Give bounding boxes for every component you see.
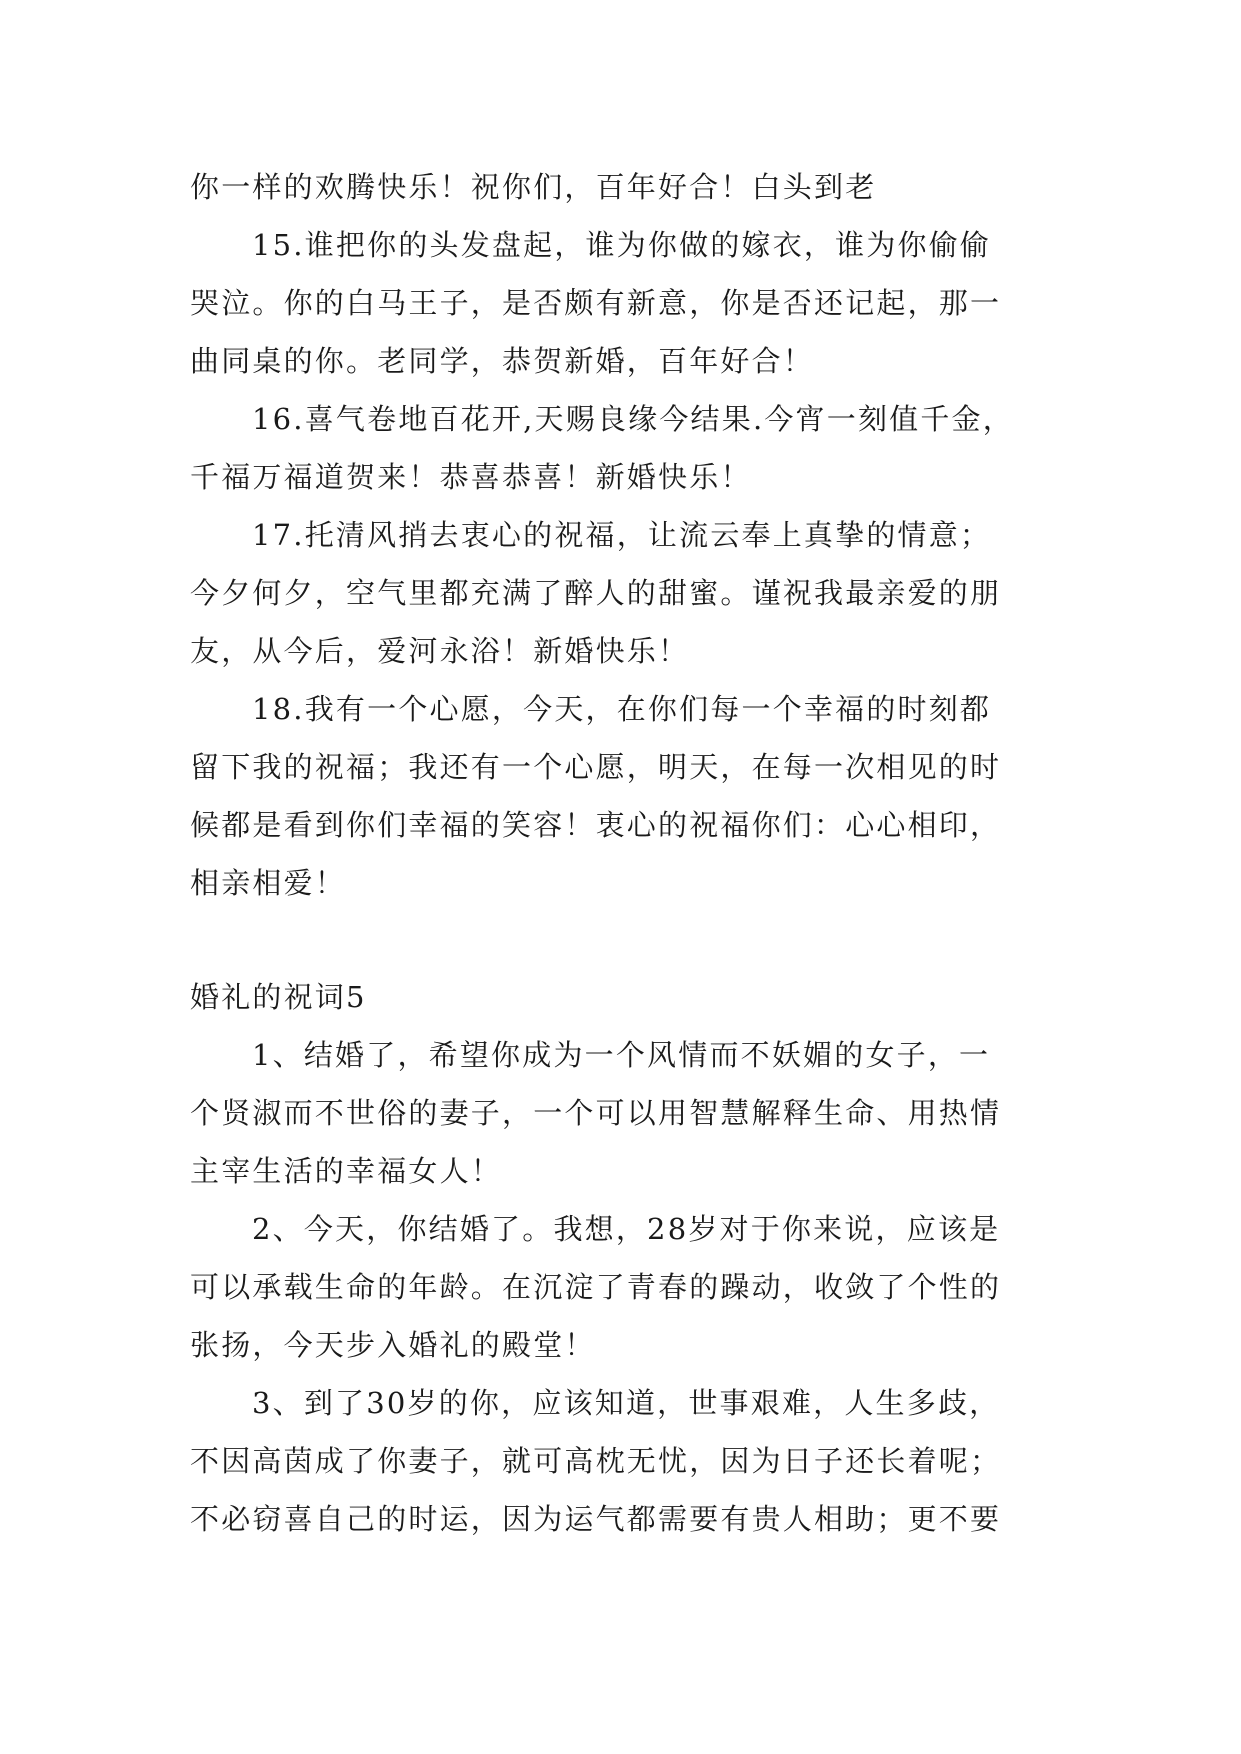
text-line: 相亲相爱！ [190,866,347,900]
paragraph-2-line: 2、今天，你结婚了。我想，28岁对于你来说，应该是 [252,1212,1001,1246]
text-line: 哭泣。你的白马王子，是否颇有新意，你是否还记起，那一 [190,286,1002,320]
paragraph-16-line: 16.喜气卷地百花开,天赐良缘今结果.今宵一刻值千金， [252,402,1014,436]
text-line: 可以承载生命的年龄。在沉淀了青春的躁动，收敛了个性的 [190,1270,1002,1304]
text-line: 候都是看到你们幸福的笑容！衷心的祝福你们：心心相印， [190,808,1002,842]
paragraph-1-line: 1、结婚了，希望你成为一个风情而不妖媚的女子，一 [252,1038,991,1072]
document-body [190,158,1050,1548]
text-line: 曲同桌的你。老同学，恭贺新婚，百年好合！ [190,344,815,378]
paragraph-17-line: 17.托清风捎去衷心的祝福，让流云奉上真挚的情意； [252,518,992,552]
text-line: 个贤淑而不世俗的妻子，一个可以用智慧解释生命、用热情 [190,1096,1002,1130]
text-line: 主宰生活的幸福女人！ [190,1154,503,1188]
text-line: 不必窃喜自己的时运，因为运气都需要有贵人相助；更不要 [190,1502,1002,1536]
text-line: 你一样的欢腾快乐！祝你们，百年好合！白头到老 [190,170,877,204]
text-line: 张扬，今天步入婚礼的殿堂！ [190,1328,596,1362]
paragraph-3-line: 3、到了30岁的你，应该知道，世事艰难，人生多歧， [252,1386,1001,1420]
paragraph-15-line: 15.谁把你的头发盘起，谁为你做的嫁衣，谁为你偷偷 [252,228,992,262]
text-line: 留下我的祝福；我还有一个心愿，明天，在每一次相见的时 [190,750,1002,784]
text-line: 今夕何夕，空气里都充满了醉人的甜蜜。谨祝我最亲爱的朋 [190,576,1002,610]
text-line: 友，从今后，爱河永浴！新婚快乐！ [190,634,690,668]
paragraph-18-line: 18.我有一个心愿，今天，在你们每一个幸福的时刻都 [252,692,992,726]
section-heading: 婚礼的祝词5 [190,980,367,1014]
text-line: 不因高茵成了你妻子，就可高枕无忧，因为日子还长着呢； [190,1444,1002,1478]
section-gap [190,912,1050,968]
text-line: 千福万福道贺来！恭喜恭喜！新婚快乐！ [190,460,752,494]
